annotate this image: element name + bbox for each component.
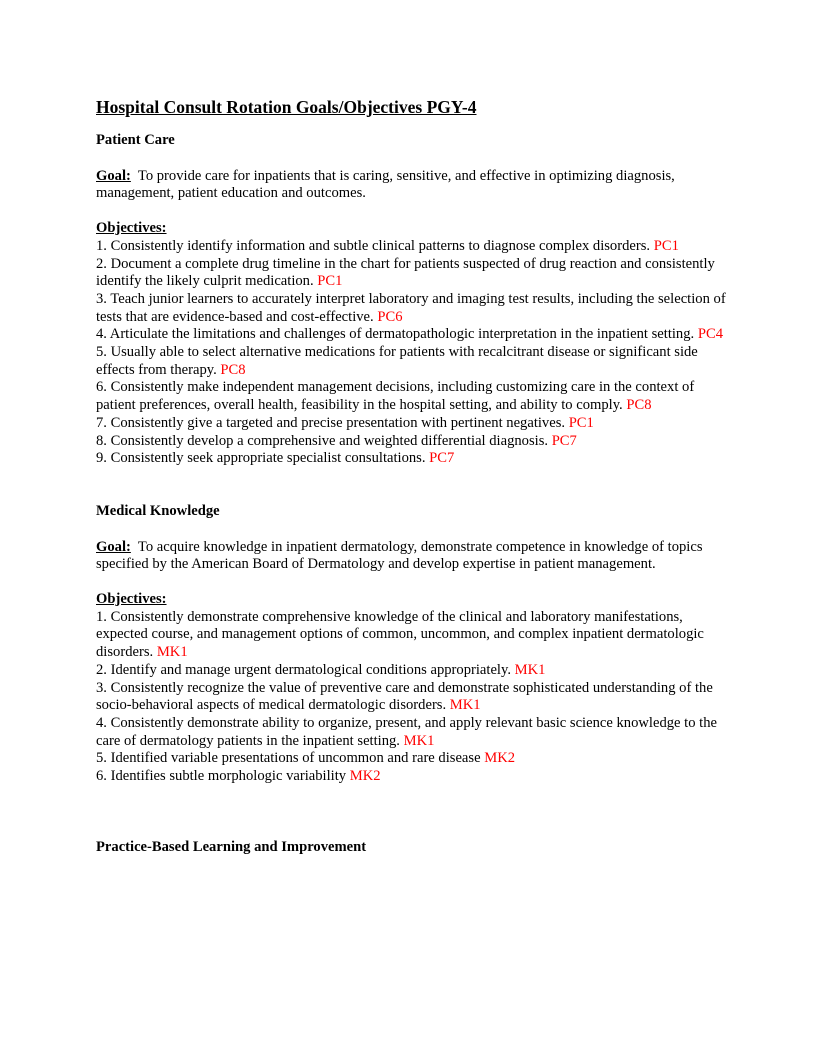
section-spacer	[96, 468, 726, 503]
competency-code: PC1	[568, 414, 594, 431]
competency-code: MK2	[349, 768, 381, 785]
objective-item	[96, 715, 726, 750]
section-heading: Practice-Based Learning and Improvement	[96, 838, 367, 855]
objective-item	[96, 291, 726, 326]
competency-code: PC1	[653, 237, 679, 254]
objective-item	[96, 238, 726, 256]
competency-code: MK1	[449, 697, 481, 714]
objective-item	[96, 433, 726, 451]
objectives-label: Objectives:	[96, 591, 167, 608]
section-medical-knowledge	[96, 503, 726, 786]
objectives-label: Objectives:	[96, 220, 167, 237]
document-title: Hospital Consult Rotation Goals/Objectives PGY-4	[96, 97, 477, 117]
objective-item	[96, 344, 726, 379]
objective-text: 5. Identified variable presentations of uncommon and rare disease	[96, 750, 481, 767]
objective-item	[96, 750, 726, 768]
objective-item	[96, 450, 726, 468]
section-heading: Patient Care	[96, 132, 175, 148]
objective-text: 5. Usually able to select alternative medications for patients with recalcitrant disease or significant side effects from therapy.	[96, 344, 698, 378]
objective-text: 4. Articulate the limitations and challenges of dermatopathologic interpretation in the inpatient setting.	[96, 326, 695, 343]
competency-code: PC6	[377, 308, 403, 325]
objective-text: 4. Consistently demonstrate ability to organize, present, and apply relevant basic science knowledge to the care of dermatology patients in the inpatient setting.	[96, 714, 718, 749]
goal-paragraph	[96, 168, 726, 203]
section-patient-care	[96, 132, 726, 468]
objective-item	[96, 609, 726, 662]
objective-item	[96, 415, 726, 433]
objectives-list	[96, 609, 726, 786]
objective-text: 9. Consistently seek appropriate specialist consultations.	[96, 450, 426, 467]
objective-item	[96, 680, 726, 715]
objective-text: 7. Consistently give a targeted and precise presentation with pertinent negatives.	[96, 414, 566, 431]
section-spacer	[96, 786, 726, 839]
objectives-list	[96, 238, 726, 468]
objective-item	[96, 379, 726, 414]
objective-text: 6. Identifies subtle morphologic variability	[96, 768, 347, 785]
competency-code: MK2	[484, 750, 516, 767]
section-practice-based-learning	[96, 839, 726, 857]
objective-text: 2. Document a complete drug timeline in the chart for patients suspected of drug reaction and consistently identify the likely culprit medication.	[96, 255, 715, 290]
competency-code: PC4	[697, 326, 723, 343]
objective-text: 6. Consistently make independent management decisions, including customizing care in the context of patient preferences, overall health, feasibility in the hospital setting, and ability to comply.	[96, 379, 695, 414]
goal-label: Goal:	[96, 167, 131, 184]
objective-text: 3. Teach junior learners to accurately interpret laboratory and imaging test results, including the selection of tests that are evidence-based and cost-effective.	[96, 290, 726, 325]
competency-code: PC1	[317, 273, 343, 290]
objective-item	[96, 326, 726, 344]
document-page	[96, 96, 726, 875]
competency-code: PC8	[626, 397, 652, 414]
goal-paragraph	[96, 539, 726, 574]
objective-item	[96, 768, 726, 786]
objective-text: 3. Consistently recognize the value of preventive care and demonstrate sophisticated understanding of the socio-behavioral aspects of medical dermatologic disorders.	[96, 679, 713, 714]
goal-label: Goal:	[96, 538, 131, 555]
competency-code: MK1	[403, 732, 435, 749]
competency-code: MK1	[156, 644, 188, 661]
objective-text: 1. Consistently demonstrate comprehensive knowledge of the clinical and laboratory manifestations, expected course, and management options of common, uncommon, and complex inpatient dermatologic disorders.	[96, 608, 704, 661]
objective-item	[96, 662, 726, 680]
competency-code: PC7	[429, 450, 455, 467]
objective-item	[96, 256, 726, 291]
objective-text: 2. Identify and manage urgent dermatological conditions appropriately.	[96, 661, 515, 678]
competency-code: PC8	[220, 361, 246, 378]
goal-text: To acquire knowledge in inpatient dermatology, demonstrate competence in knowledge of topics specified by the American Board of Dermatology and develop expertise in patient management.	[96, 538, 703, 573]
goal-text: To provide care for inpatients that is caring, sensitive, and effective in optimizing diagnosis, management, patient education and outcomes.	[96, 167, 675, 202]
objective-text: 1. Consistently identify information and subtle clinical patterns to diagnose complex disorders.	[96, 237, 651, 254]
competency-code: MK1	[514, 661, 546, 678]
objective-text: 8. Consistently develop a comprehensive and weighted differential diagnosis.	[96, 432, 549, 449]
section-heading: Medical Knowledge	[96, 502, 220, 519]
competency-code: PC7	[551, 432, 577, 449]
